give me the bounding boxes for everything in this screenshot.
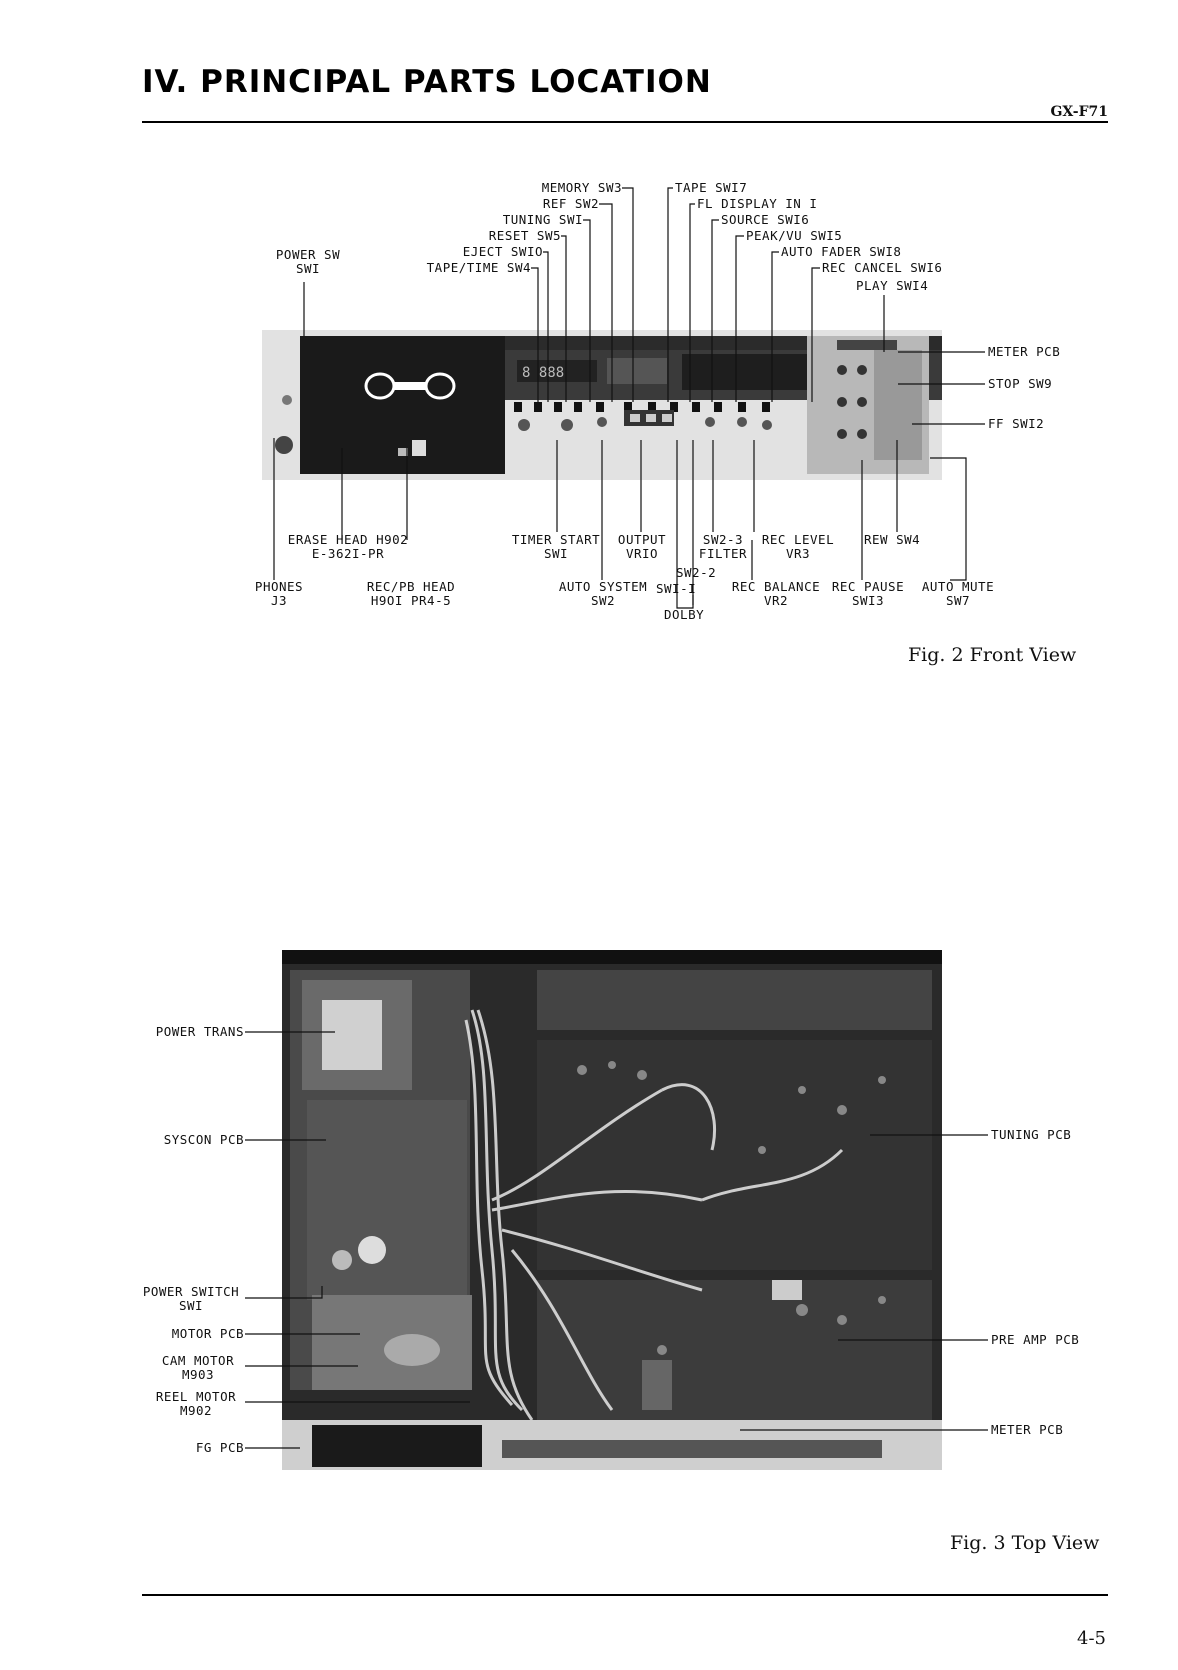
label-power-switch-name: POWER SWITCH	[142, 1284, 240, 1299]
label-stop-sw9: STOP SW9	[988, 376, 1053, 391]
label-auto-mute-code: SW7	[945, 593, 971, 608]
label-tape-time-sw4: TAPE/TIME SW4	[426, 260, 531, 275]
label-eject-sw10: EJECT SWIO	[462, 244, 543, 259]
label-reel-motor-code: M902	[179, 1403, 213, 1418]
label-erase-head	[278, 533, 418, 561]
footer-rule	[142, 1594, 1108, 1596]
label-rec-pause-name: REC PAUSE	[831, 579, 905, 594]
label-pre-amp-pcb: PRE AMP PCB	[991, 1332, 1080, 1347]
label-erase-head-part: E-362I-PR	[311, 546, 385, 561]
label-sw2-3-filter	[694, 533, 752, 561]
label-peak-vu-sw15: PEAK/VU SWI5	[746, 228, 843, 243]
label-power-sw	[268, 248, 348, 276]
label-sw1-1: SWI-I	[656, 581, 697, 596]
label-reel-motor-name: REEL MOTOR	[155, 1389, 237, 1404]
label-motor-pcb: MOTOR PCB	[171, 1326, 244, 1341]
label-power-trans: POWER TRANS	[155, 1024, 244, 1039]
label-fg-pcb: FG PCB	[195, 1440, 244, 1455]
label-dolby: DOLBY	[664, 607, 705, 622]
label-tape-sw17: TAPE SWI7	[675, 180, 748, 195]
label-rec-level-code: VR3	[785, 546, 811, 561]
label-auto-mute-name: AUTO MUTE	[921, 579, 995, 594]
label-meter-pcb-front: METER PCB	[988, 344, 1061, 359]
label-filter: FILTER	[698, 546, 748, 561]
label-rec-balance-name: REC BALANCE	[731, 579, 821, 594]
label-reset-sw5: RESET SW5	[488, 228, 561, 243]
label-timer-start	[506, 533, 606, 561]
label-rec-pause	[828, 580, 908, 608]
label-rec-pause-code: SWI3	[851, 593, 885, 608]
label-auto-system-name: AUTO SYSTEM	[558, 579, 648, 594]
label-syscon-pcb: SYSCON PCB	[163, 1132, 244, 1147]
label-timer-start-name: TIMER START	[511, 532, 601, 547]
label-meter-pcb-top: METER PCB	[991, 1422, 1064, 1437]
label-ref-sw2: REF SW2	[542, 196, 599, 211]
label-cam-motor	[150, 1354, 246, 1382]
label-output-code: VRIO	[625, 546, 659, 561]
label-cam-motor-code: M903	[181, 1367, 215, 1382]
label-timer-start-code: SWI	[543, 546, 569, 561]
label-rec-balance	[726, 580, 826, 608]
top-view-figure	[0, 930, 1178, 1570]
label-rec-level-name: REC LEVEL	[761, 532, 835, 547]
fig2-caption: Fig. 2 Front View	[908, 644, 1077, 666]
label-output-vr10	[610, 533, 674, 561]
label-auto-mute	[918, 580, 998, 608]
front-view-figure	[0, 0, 1178, 700]
label-phones-j3	[244, 580, 314, 608]
label-output-name: OUTPUT	[617, 532, 667, 547]
label-rec-pb-head	[356, 580, 466, 608]
label-rec-cancel-sw16: REC CANCEL SWI6	[822, 260, 943, 275]
label-play-sw14: PLAY SWI4	[856, 278, 929, 293]
label-cam-motor-name: CAM MOTOR	[161, 1353, 235, 1368]
label-auto-system	[548, 580, 658, 608]
label-phones-code: J3	[270, 593, 288, 608]
label-fl-display: FL DISPLAY IN I	[697, 196, 818, 211]
label-reel-motor	[146, 1390, 246, 1418]
page-number: 4-5	[1077, 1628, 1106, 1649]
page-title: IV. PRINCIPAL PARTS LOCATION	[142, 64, 712, 100]
label-sw2-2: SW2-2	[676, 565, 717, 580]
label-power-sw-name: POWER SW	[275, 247, 341, 262]
label-rec-balance-code: VR2	[763, 593, 789, 608]
fig3-caption: Fig. 3 Top View	[950, 1532, 1100, 1554]
label-source-sw16: SOURCE SWI6	[721, 212, 810, 227]
label-power-switch	[136, 1285, 246, 1313]
label-rec-pb-head-name: REC/PB HEAD	[366, 579, 456, 594]
label-erase-head-name: ERASE HEAD H902	[287, 532, 409, 547]
svg-text:8 888: 8 888	[522, 365, 565, 381]
label-auto-fader-sw18: AUTO FADER SWI8	[781, 244, 902, 259]
label-tuning-pcb: TUNING PCB	[991, 1127, 1072, 1142]
label-sw2-3: SW2-3	[702, 532, 744, 547]
label-rew-sw4: REW SW4	[864, 532, 921, 547]
label-phones-name: PHONES	[254, 579, 304, 594]
label-power-sw-code: SWI	[295, 261, 321, 276]
label-power-switch-code: SWI	[178, 1298, 204, 1313]
label-tuning-sw1: TUNING SWI	[502, 212, 583, 227]
label-rec-pb-head-part: H9OI PR4-5	[370, 593, 452, 608]
label-ff-sw12: FF SWI2	[988, 416, 1045, 431]
label-memory-sw3: MEMORY SW3	[541, 180, 622, 195]
model-number: GX-F71	[1050, 104, 1108, 120]
label-auto-system-code: SW2	[590, 593, 616, 608]
label-rec-level	[756, 533, 840, 561]
